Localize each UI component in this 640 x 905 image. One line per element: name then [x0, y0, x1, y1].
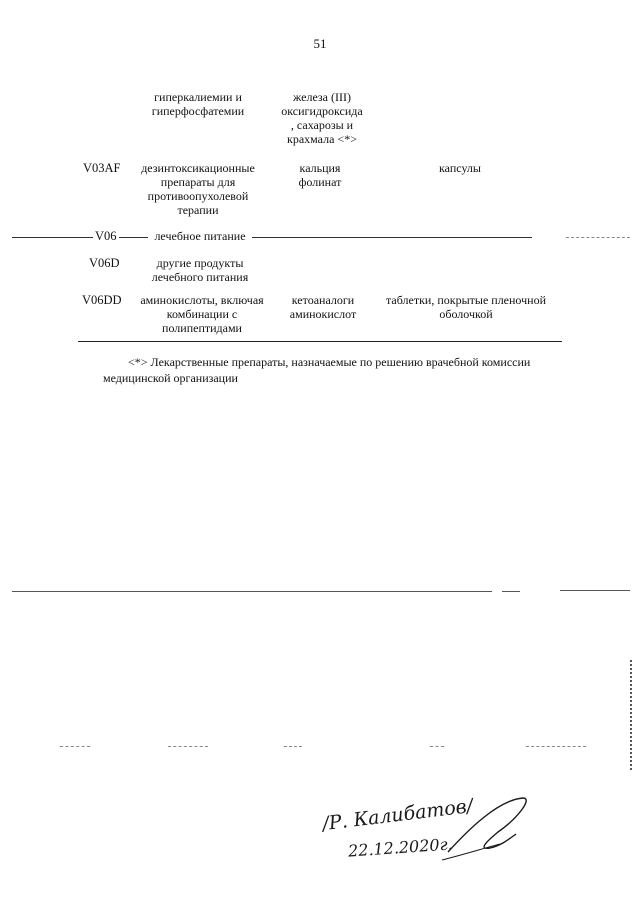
- signature-date: 22.12.2020г.: [347, 834, 454, 861]
- row-4-substance: кетоаналоги аминокислот: [289, 293, 357, 321]
- row-4-code: V06DD: [82, 293, 122, 307]
- row-4-group: аминокислоты, включая комбинации с полипептидами: [140, 293, 264, 335]
- strike-line-tail: [566, 237, 630, 238]
- strike-line: [12, 237, 532, 238]
- row-1-code: V03AF: [83, 161, 121, 175]
- scan-artifact-line: [12, 591, 492, 592]
- row-0-substance: железа (III) оксигидроксида , сахарозы и крахмала <*>: [281, 90, 363, 146]
- scan-artifact-dash: [168, 746, 208, 747]
- scan-artifact-dash: [284, 746, 302, 747]
- scan-artifact-line: [560, 590, 630, 591]
- row-2-group: лечебное питание: [148, 229, 252, 243]
- scan-artifact-line: [502, 591, 520, 592]
- footnote-line-2: медицинской организации: [103, 371, 238, 385]
- scan-edge-marks: [630, 660, 636, 770]
- signature-block: [318, 790, 538, 880]
- row-1-substance: кальция фолинат: [298, 161, 342, 189]
- scan-artifact-dash: [430, 746, 444, 747]
- row-0-group: гиперкалиемии и гиперфосфатемии: [151, 90, 245, 118]
- row-1-group: дезинтоксикационные препараты для противоопухолевой терапии: [141, 161, 255, 217]
- signature-name: /Р. Калибатов/: [321, 794, 475, 836]
- row-4-form: таблетки, покрытые пленочной оболочкой: [385, 293, 546, 321]
- signature-flourish: [438, 790, 538, 870]
- page-number: 51: [313, 36, 327, 51]
- row-1-form: капсулы: [439, 161, 481, 175]
- footnote-line-1: <*> Лекарственные препараты, назначаемые по решению врачебной комиссии: [128, 355, 531, 369]
- scan-artifact-dash: [60, 746, 90, 747]
- table-bottom-rule: [78, 341, 562, 342]
- row-3-group: другие продукты лечебного питания: [151, 256, 249, 284]
- row-3-code: V06D: [89, 256, 120, 270]
- scan-artifact-dash: [526, 746, 586, 747]
- row-2-code: V06: [95, 229, 117, 243]
